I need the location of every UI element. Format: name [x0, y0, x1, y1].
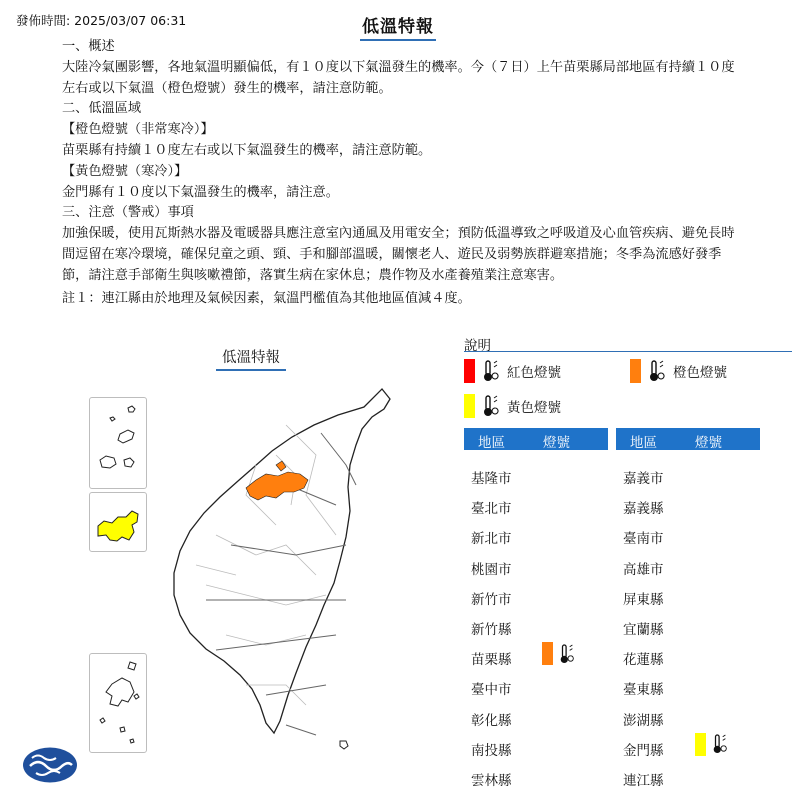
yellow-swatch — [695, 733, 706, 756]
header-light: 燈號 — [543, 435, 570, 451]
thermometer-icon — [647, 359, 667, 383]
legend-item-orange — [630, 359, 727, 383]
legend-red-label: 紅色燈號 — [507, 365, 561, 381]
cwa-logo — [22, 746, 78, 784]
taiwan-outline — [174, 389, 390, 733]
legend-yellow-label: 黃色燈號 — [507, 400, 561, 416]
thermometer-icon — [481, 359, 501, 383]
yellow-heading: 【黃色燈號（寒冷）】 — [62, 163, 188, 179]
warning-body — [62, 37, 742, 309]
legend-item-yellow — [464, 394, 561, 418]
yellow-swatch — [464, 394, 475, 418]
warning-level-mark — [695, 733, 729, 756]
region-name: 澎湖縣 — [623, 712, 664, 729]
region-name: 苗栗縣 — [471, 652, 512, 669]
warning-level-mark — [542, 642, 576, 665]
region-name: 雲林縣 — [471, 773, 512, 789]
thermometer-icon — [481, 394, 501, 418]
region-name: 基隆市 — [471, 471, 512, 487]
header-region: 地區 — [630, 435, 657, 451]
orange-heading: 【橙色燈號（非常寒冷）】 — [62, 122, 214, 138]
legend-divider — [464, 351, 792, 352]
issue-time: 發佈時間: 2025/03/07 06:31 — [16, 13, 187, 28]
region-name: 高雄市 — [623, 561, 664, 578]
orange-swatch — [630, 359, 641, 383]
region-name: 花蓮縣 — [623, 652, 664, 669]
region-name: 臺東縣 — [623, 682, 664, 699]
legend-orange-label: 橙色燈號 — [673, 365, 727, 381]
region-name: 金門縣 — [623, 742, 664, 759]
region-name: 臺中市 — [471, 682, 512, 699]
table-header-right — [616, 428, 760, 450]
header-light: 燈號 — [695, 435, 722, 451]
region-name: 嘉義縣 — [623, 501, 664, 518]
region-name: 彰化縣 — [471, 712, 512, 729]
region-name: 連江縣 — [623, 773, 664, 789]
region-name: 屏東縣 — [623, 591, 664, 608]
region-name: 新竹縣 — [471, 622, 512, 638]
taiwan-map — [86, 385, 406, 790]
thermometer-icon — [558, 643, 576, 665]
region-name: 宜蘭縣 — [623, 622, 664, 638]
footnote: 註１：連江縣由於地理及氣候因素，氣溫門檻值為其他地區值減４度。 — [62, 290, 471, 306]
region-name: 新北市 — [471, 531, 512, 548]
map-title: 低溫特報 — [216, 346, 286, 371]
thermometer-icon — [711, 733, 729, 755]
orange-text: 苗栗縣有持續１０度左右或以下氣溫發生的機率，請注意防範。 — [62, 142, 432, 158]
header-region: 地區 — [478, 435, 505, 451]
region-name: 臺北市 — [471, 501, 512, 518]
legend-title: 說明 — [464, 338, 491, 354]
section-caution-text: 加強保暖，使用瓦斯熱水器及電暖器具應注意室內通風及用電安全；預防低溫導致之呼吸道及心血管疾病、避免長時間逗留在寒冷環境，確保兒童之頭、頸、手和腳部溫暖，關懷老人、遊民及弱勢族群避寒措施；冬季為流感好發季節，請注意手部衛生與咳嗽禮節，落實生病在家休息；農作物及水產養殖業注意寒害。 — [62, 226, 735, 283]
yellow-text: 金門縣有１０度以下氣溫發生的機率，請注意。 — [62, 184, 339, 200]
section-overview-text: 大陸冷氣團影響，各地氣溫明顯偏低，有１０度以下氣溫發生的機率。今（７日）上午苗栗縣局部地區有持續１０度左右或以下氣溫（橙色燈號）發生的機率，請注意防範。 — [62, 59, 735, 96]
region-name: 南投縣 — [471, 742, 512, 759]
section-region-title: 二、低溫區域 — [62, 101, 142, 117]
page-title: 低溫特報 — [360, 12, 436, 41]
legend-item-red — [464, 359, 561, 383]
table-header-left — [464, 428, 608, 450]
section-overview-title: 一、概述 — [62, 39, 115, 54]
red-swatch — [464, 359, 475, 383]
region-name: 桃園市 — [471, 561, 512, 578]
region-name: 新竹市 — [471, 591, 512, 608]
section-caution-title: 三、注意（警戒）事項 — [62, 205, 194, 221]
region-name: 嘉義市 — [623, 471, 664, 487]
orange-swatch — [542, 642, 553, 665]
region-name: 臺南市 — [623, 531, 664, 548]
